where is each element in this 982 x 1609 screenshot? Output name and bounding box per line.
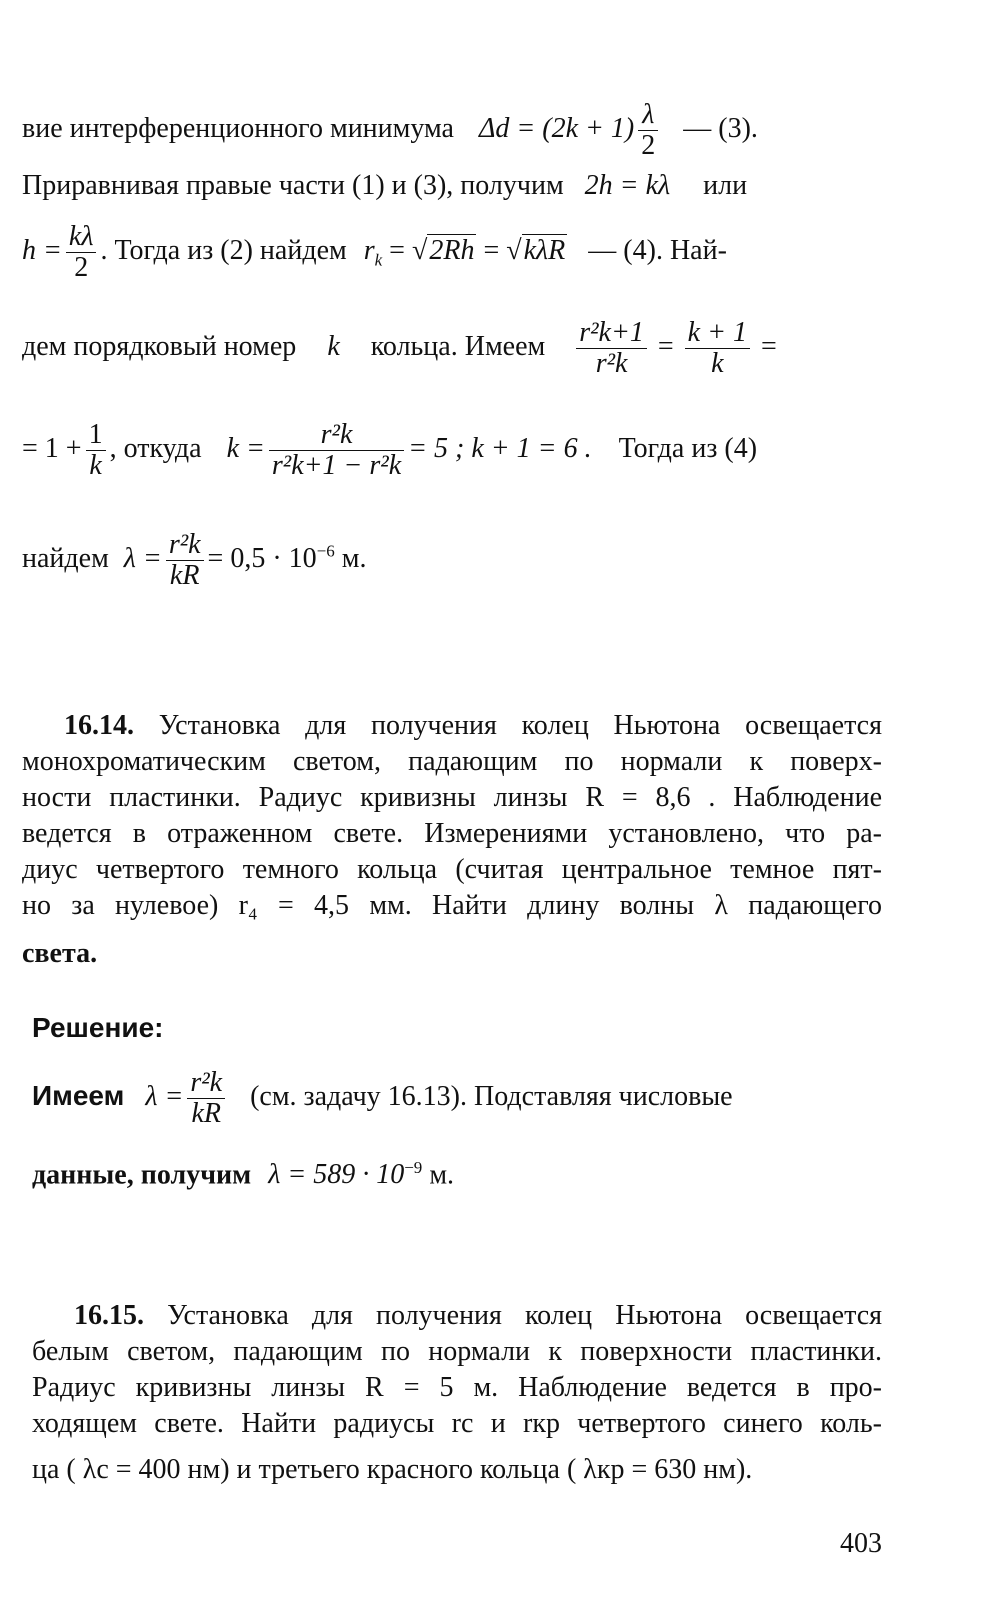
subscript: k <box>374 250 383 270</box>
top-line-4: дем порядковый номер k кольца. Имеем $\frac{\text{r²k+1}}{\text{r²k}}$ = $\frac{k + 1}{k}$ = <box>22 317 777 379</box>
text: Тогда из (4) <box>618 432 758 464</box>
fraction <box>166 530 204 591</box>
problem-text: Установка для получения колец Ньютона освещается <box>167 1300 882 1331</box>
numerator: 1 <box>86 420 106 451</box>
problem-text: диус четвертого темного кольца (считая центральное темное пят- <box>22 854 882 885</box>
problem-text: но за нулевое) r₄ = 4,5 мм. Найти длину волны λ падающего <box>22 890 882 921</box>
formula: λ = <box>123 542 162 574</box>
formula: = 1 + <box>22 432 82 464</box>
symbol: r <box>363 234 375 266</box>
numerator: r²k+1 <box>576 318 647 349</box>
formula: = 5 ; k + 1 = 6 . <box>408 432 592 464</box>
numerator: r²k <box>269 420 404 451</box>
denominator: r²k <box>595 348 628 379</box>
problem-1614-line <box>22 708 882 744</box>
text: . Тогда из (2) найдем <box>100 234 347 266</box>
denominator: r²k+1 − r²k <box>271 450 402 481</box>
formula: λ = <box>145 1080 184 1112</box>
top-line-3 <box>22 222 882 283</box>
fraction <box>66 222 97 283</box>
denominator: kR <box>191 1098 221 1129</box>
problem-1615-line <box>32 1298 882 1334</box>
problem-text: ца ( λс = 400 нм) и третьего красного кольца ( λкр = 630 нм). <box>32 1454 753 1485</box>
formula: 2h = kλ <box>584 170 671 201</box>
unit: м. <box>341 542 367 574</box>
denominator: k <box>89 450 102 481</box>
problem-text: белым светом, падающим по нормали к поверхности пластинки. <box>32 1336 882 1367</box>
numerator: kλ <box>66 222 97 253</box>
problem-1614-line <box>22 744 882 780</box>
problem-text: Установка для получения колец Ньютона освещается <box>158 710 882 741</box>
text: (см. задачу 16.13). Подставляя числовые <box>250 1080 733 1112</box>
problem-1615-line <box>32 1334 882 1370</box>
problem-1615-line <box>32 1406 882 1442</box>
fraction <box>638 100 658 161</box>
problem-1614-line <box>22 816 882 852</box>
denominator: kR <box>169 560 200 591</box>
text: вие интерференционного минимума <box>22 112 454 144</box>
formula: h = <box>22 234 62 266</box>
denominator: k <box>711 348 724 379</box>
equation-ref: — (4). Най- <box>588 234 727 266</box>
solution-line-1 <box>32 1068 892 1129</box>
sqrt-body: 2Rh <box>429 234 475 266</box>
problem-text: монохроматическим светом, падающим по нормали к поверх- <box>22 746 882 777</box>
formula: λ = 589 · 10 <box>268 1159 405 1191</box>
problem-1614-line <box>22 888 882 924</box>
solution-heading <box>32 1010 892 1047</box>
problem-text: ности пластинки. Радиус кривизны линзы R = 8,6 . Наблюдение <box>22 782 882 813</box>
sqrt-body: kλR <box>523 234 566 266</box>
problem-number: 16.14. <box>64 710 134 741</box>
sqrt: √kλR <box>506 234 566 266</box>
problem-text: ходящем свете. Найти радиусы rс и rкр четвертого синего коль- <box>32 1408 882 1439</box>
problem-text: ведется в отраженном свете. Измерениями установлено, что ра- <box>22 818 882 849</box>
unit: м. <box>429 1159 455 1191</box>
problem-1615-line <box>32 1452 882 1488</box>
exponent: −6 <box>316 541 335 561</box>
denominator: 2 <box>641 130 656 161</box>
text: найдем <box>22 542 109 574</box>
text: Приравнивая правые части (1) и (3), получим <box>22 170 564 201</box>
text: кольца. Имеем <box>370 330 546 362</box>
solution-line-2 <box>32 1150 892 1193</box>
fraction <box>576 318 647 379</box>
problem-1614-line <box>22 936 882 972</box>
formula: Δd = (2k + 1) <box>478 112 635 144</box>
top-line-1 <box>22 100 882 161</box>
problem-text: света. <box>22 938 98 969</box>
equation-ref: — (3). <box>683 112 758 144</box>
numerator: λ <box>638 100 658 131</box>
exponent: −9 <box>404 1158 423 1177</box>
denominator: 2 <box>74 252 89 283</box>
text: данные, получим <box>32 1159 252 1191</box>
fraction <box>685 318 750 379</box>
problem-1615-line <box>32 1370 882 1406</box>
problem-number: 16.15. <box>74 1300 144 1331</box>
numerator: r²k <box>166 530 204 561</box>
formula: k = <box>226 432 265 464</box>
top-line-2 <box>22 168 882 204</box>
top-line-6 <box>22 530 882 591</box>
text: , откуда <box>109 432 202 464</box>
text: Имеем <box>32 1079 125 1111</box>
top-line-5 <box>22 420 882 481</box>
numerator: k + 1 <box>685 318 750 349</box>
symbol: = <box>389 234 405 266</box>
text: или <box>703 170 748 201</box>
problem-text: Радиус кривизны линзы R = 5 м. Наблюдение ведется в про- <box>32 1372 882 1403</box>
formula: = 0,5 · 10 <box>207 542 317 574</box>
text: дем порядковый номер <box>22 330 297 362</box>
symbol: k <box>327 330 340 362</box>
problem-1614-line <box>22 852 882 888</box>
heading: Решение: <box>32 1012 164 1043</box>
numerator: r²k <box>187 1068 225 1099</box>
problem-1614-line <box>22 780 882 816</box>
sqrt: √2Rh <box>411 234 475 266</box>
fraction <box>187 1068 225 1129</box>
formula <box>363 234 383 270</box>
fraction <box>269 420 404 481</box>
fraction <box>86 420 106 481</box>
page-number: 403 <box>840 1528 882 1559</box>
symbol: = <box>483 234 500 266</box>
